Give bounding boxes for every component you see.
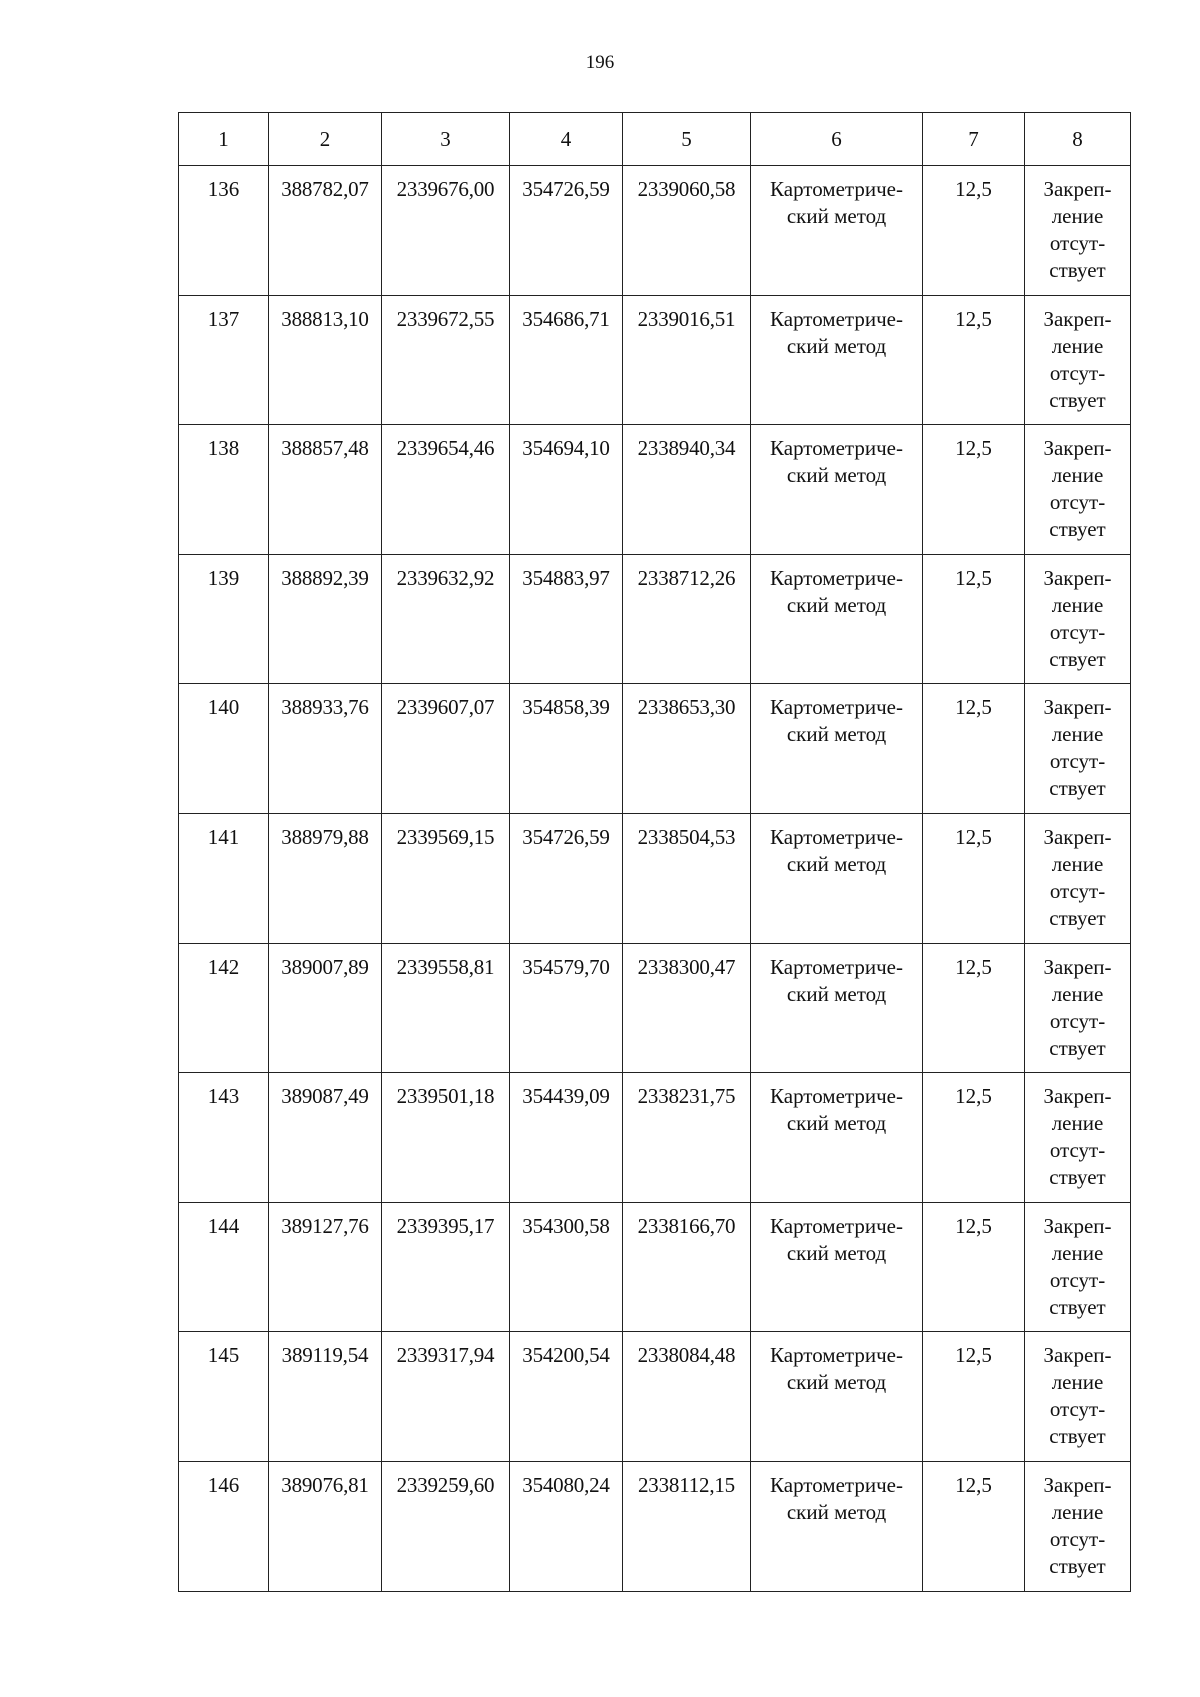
coordinate-cell: 354694,10: [510, 425, 623, 555]
method-text: Картометриче-: [770, 954, 903, 979]
fixation-text: ствует: [1049, 1035, 1106, 1060]
fixation-text: ление: [1051, 1240, 1104, 1265]
method-cell: [751, 554, 923, 684]
accuracy-cell: 12,5: [923, 1073, 1025, 1203]
fixation-cell: [1025, 425, 1131, 555]
point-number-cell: 137: [179, 295, 269, 425]
method-cell: [751, 425, 923, 555]
point-number-cell: 136: [179, 166, 269, 296]
method-cell: [751, 1202, 923, 1332]
fixation-text: ление: [1051, 851, 1104, 876]
method-cell: [751, 1461, 923, 1591]
method-text: ский метод: [786, 722, 887, 747]
coordinate-cell: 2339654,46: [382, 425, 510, 555]
coordinate-cell: 388892,39: [269, 554, 382, 684]
coordinate-cell: 2338300,47: [623, 943, 751, 1073]
page-number: 196: [585, 52, 615, 73]
fixation-cell: [1025, 1073, 1131, 1203]
table-body: [179, 166, 1131, 1592]
point-number-cell: 143: [179, 1073, 269, 1203]
table-row: [179, 1461, 1131, 1591]
fixation-text: ление: [1051, 722, 1104, 747]
coordinate-cell: 388857,48: [269, 425, 382, 555]
method-text: Картометриче-: [770, 306, 903, 331]
fixation-text: Закреп-: [1043, 695, 1112, 720]
header-cell: 5: [623, 113, 751, 166]
method-text: ский метод: [786, 333, 887, 358]
coordinate-cell: 2338653,30: [623, 684, 751, 814]
fixation-text: ление: [1051, 1370, 1104, 1395]
header-cell: 7: [923, 113, 1025, 166]
fixation-text: отсут-: [1049, 360, 1106, 385]
fixation-text: отсут-: [1049, 1397, 1106, 1422]
coordinate-cell: 354300,58: [510, 1202, 623, 1332]
fixation-text: ствует: [1049, 258, 1106, 282]
fixation-cell: [1025, 1202, 1131, 1332]
header-cell: 6: [751, 113, 923, 166]
coordinate-cell: 2339060,58: [623, 166, 751, 296]
fixation-text: ствует: [1049, 1294, 1106, 1319]
coordinate-cell: 354200,54: [510, 1332, 623, 1462]
method-text: ский метод: [786, 1240, 887, 1265]
coordinate-cell: 354439,09: [510, 1073, 623, 1203]
accuracy-cell: 12,5: [923, 425, 1025, 555]
coordinate-cell: 388782,07: [269, 166, 382, 296]
table-row: [179, 1332, 1131, 1462]
fixation-text: отсут-: [1049, 1267, 1106, 1292]
header-cell: 2: [269, 113, 382, 166]
coordinate-cell: 389076,81: [269, 1461, 382, 1591]
point-number-cell: 140: [179, 684, 269, 814]
accuracy-cell: 12,5: [923, 684, 1025, 814]
coordinate-cell: 2339672,55: [382, 295, 510, 425]
fixation-text: отсут-: [1049, 878, 1106, 903]
coordinate-cell: 388979,88: [269, 813, 382, 943]
method-cell: [751, 943, 923, 1073]
coordinate-cell: 388813,10: [269, 295, 382, 425]
accuracy-cell: 12,5: [923, 813, 1025, 943]
fixation-text: ствует: [1049, 1424, 1106, 1449]
fixation-cell: [1025, 295, 1131, 425]
fixation-cell: [1025, 813, 1131, 943]
method-cell: [751, 684, 923, 814]
method-cell: [751, 1332, 923, 1462]
fixation-text: Закреп-: [1043, 1084, 1112, 1109]
header-cell: 4: [510, 113, 623, 166]
method-text: Картометриче-: [770, 1472, 903, 1497]
fixation-cell: [1025, 943, 1131, 1073]
fixation-cell: [1025, 1332, 1131, 1462]
coordinate-cell: 2338084,48: [623, 1332, 751, 1462]
point-number-cell: 138: [179, 425, 269, 555]
method-text: ский метод: [786, 1499, 887, 1524]
coordinate-cell: 389127,76: [269, 1202, 382, 1332]
point-number-cell: 139: [179, 554, 269, 684]
fixation-text: ствует: [1049, 387, 1106, 412]
method-text: Картометриче-: [770, 436, 903, 461]
coordinate-cell: 2338112,15: [623, 1461, 751, 1591]
point-number-cell: 146: [179, 1461, 269, 1591]
fixation-cell: [1025, 554, 1131, 684]
table-header-row: [179, 113, 1131, 166]
method-text: ский метод: [786, 1370, 887, 1395]
coordinate-cell: 2339395,17: [382, 1202, 510, 1332]
accuracy-cell: 12,5: [923, 1461, 1025, 1591]
method-text: Картометриче-: [770, 824, 903, 849]
coordinate-cell: 2339501,18: [382, 1073, 510, 1203]
method-text: Картометриче-: [770, 1343, 903, 1368]
method-cell: [751, 1073, 923, 1203]
coordinate-cell: 354858,39: [510, 684, 623, 814]
coordinate-cell: 2339016,51: [623, 295, 751, 425]
coordinate-cell: 389087,49: [269, 1073, 382, 1203]
fixation-text: ление: [1051, 204, 1104, 228]
point-number-cell: 142: [179, 943, 269, 1073]
fixation-text: отсут-: [1049, 231, 1106, 255]
method-cell: [751, 295, 923, 425]
accuracy-cell: 12,5: [923, 1202, 1025, 1332]
fixation-cell: [1025, 166, 1131, 296]
coordinate-cell: 2338940,34: [623, 425, 751, 555]
table-row: [179, 295, 1131, 425]
coordinate-cell: 2338166,70: [623, 1202, 751, 1332]
fixation-text: Закреп-: [1043, 565, 1112, 590]
point-number-cell: 144: [179, 1202, 269, 1332]
coordinate-cell: 2339317,94: [382, 1332, 510, 1462]
accuracy-cell: 12,5: [923, 295, 1025, 425]
fixation-text: ствует: [1049, 1165, 1106, 1190]
coordinate-cell: 354883,97: [510, 554, 623, 684]
coordinate-cell: 354579,70: [510, 943, 623, 1073]
fixation-text: Закреп-: [1043, 1213, 1112, 1238]
coordinate-cell: 2339676,00: [382, 166, 510, 296]
table-row: [179, 813, 1131, 943]
method-text: ский метод: [786, 204, 887, 228]
coordinate-cell: 2339569,15: [382, 813, 510, 943]
coordinate-cell: 354726,59: [510, 813, 623, 943]
method-text: Картометриче-: [770, 1084, 903, 1109]
fixation-text: ление: [1051, 981, 1104, 1006]
point-number-cell: 141: [179, 813, 269, 943]
coordinate-cell: 388933,76: [269, 684, 382, 814]
fixation-cell: [1025, 1461, 1131, 1591]
accuracy-cell: 12,5: [923, 166, 1025, 296]
fixation-text: ствует: [1049, 905, 1106, 930]
coordinate-cell: 354686,71: [510, 295, 623, 425]
table-row: [179, 684, 1131, 814]
header-cell: 1: [179, 113, 269, 166]
coordinates-table: [178, 112, 1131, 1592]
fixation-text: отсут-: [1049, 1526, 1106, 1551]
fixation-text: ствует: [1049, 517, 1106, 542]
accuracy-cell: 12,5: [923, 1332, 1025, 1462]
table-row: [179, 943, 1131, 1073]
fixation-text: отсут-: [1049, 1138, 1106, 1163]
fixation-text: отсут-: [1049, 749, 1106, 774]
method-text: ский метод: [786, 851, 887, 876]
table-row: [179, 554, 1131, 684]
accuracy-cell: 12,5: [923, 554, 1025, 684]
fixation-text: ление: [1051, 333, 1104, 358]
method-text: ский метод: [786, 463, 887, 488]
fixation-text: ление: [1051, 463, 1104, 488]
coordinate-cell: 354726,59: [510, 166, 623, 296]
fixation-text: ление: [1051, 1111, 1104, 1136]
coordinate-cell: 2339259,60: [382, 1461, 510, 1591]
header-cell: 8: [1025, 113, 1131, 166]
coordinate-cell: 2339632,92: [382, 554, 510, 684]
fixation-text: ствует: [1049, 776, 1106, 801]
coordinate-cell: 2339607,07: [382, 684, 510, 814]
point-number-cell: 145: [179, 1332, 269, 1462]
coordinate-cell: 389119,54: [269, 1332, 382, 1462]
method-text: Картометриче-: [770, 177, 903, 201]
fixation-text: ление: [1051, 592, 1104, 617]
fixation-text: ствует: [1049, 1553, 1106, 1578]
method-text: Картометриче-: [770, 695, 903, 720]
coordinate-cell: 354080,24: [510, 1461, 623, 1591]
fixation-text: Закреп-: [1043, 306, 1112, 331]
coordinate-cell: 2339558,81: [382, 943, 510, 1073]
coordinate-cell: 2338231,75: [623, 1073, 751, 1203]
table-row: [179, 425, 1131, 555]
accuracy-cell: 12,5: [923, 943, 1025, 1073]
method-text: ский метод: [786, 981, 887, 1006]
coordinate-cell: 2338504,53: [623, 813, 751, 943]
fixation-text: Закреп-: [1043, 177, 1112, 201]
header-cell: 3: [382, 113, 510, 166]
method-cell: [751, 813, 923, 943]
table-row: [179, 1202, 1131, 1332]
table-row: [179, 166, 1131, 296]
coordinate-cell: 2338712,26: [623, 554, 751, 684]
fixation-text: Закреп-: [1043, 1343, 1112, 1368]
coordinate-cell: 389007,89: [269, 943, 382, 1073]
method-text: Картометриче-: [770, 565, 903, 590]
method-text: Картометриче-: [770, 1213, 903, 1238]
table-row: [179, 1073, 1131, 1203]
fixation-cell: [1025, 684, 1131, 814]
fixation-text: Закреп-: [1043, 954, 1112, 979]
fixation-text: Закреп-: [1043, 1472, 1112, 1497]
fixation-text: Закреп-: [1043, 824, 1112, 849]
fixation-text: отсут-: [1049, 1008, 1106, 1033]
fixation-text: ление: [1051, 1499, 1104, 1524]
fixation-text: отсут-: [1049, 619, 1106, 644]
fixation-text: Закреп-: [1043, 436, 1112, 461]
method-cell: [751, 166, 923, 296]
fixation-text: отсут-: [1049, 490, 1106, 515]
fixation-text: ствует: [1049, 646, 1106, 671]
method-text: ский метод: [786, 592, 887, 617]
method-text: ский метод: [786, 1111, 887, 1136]
